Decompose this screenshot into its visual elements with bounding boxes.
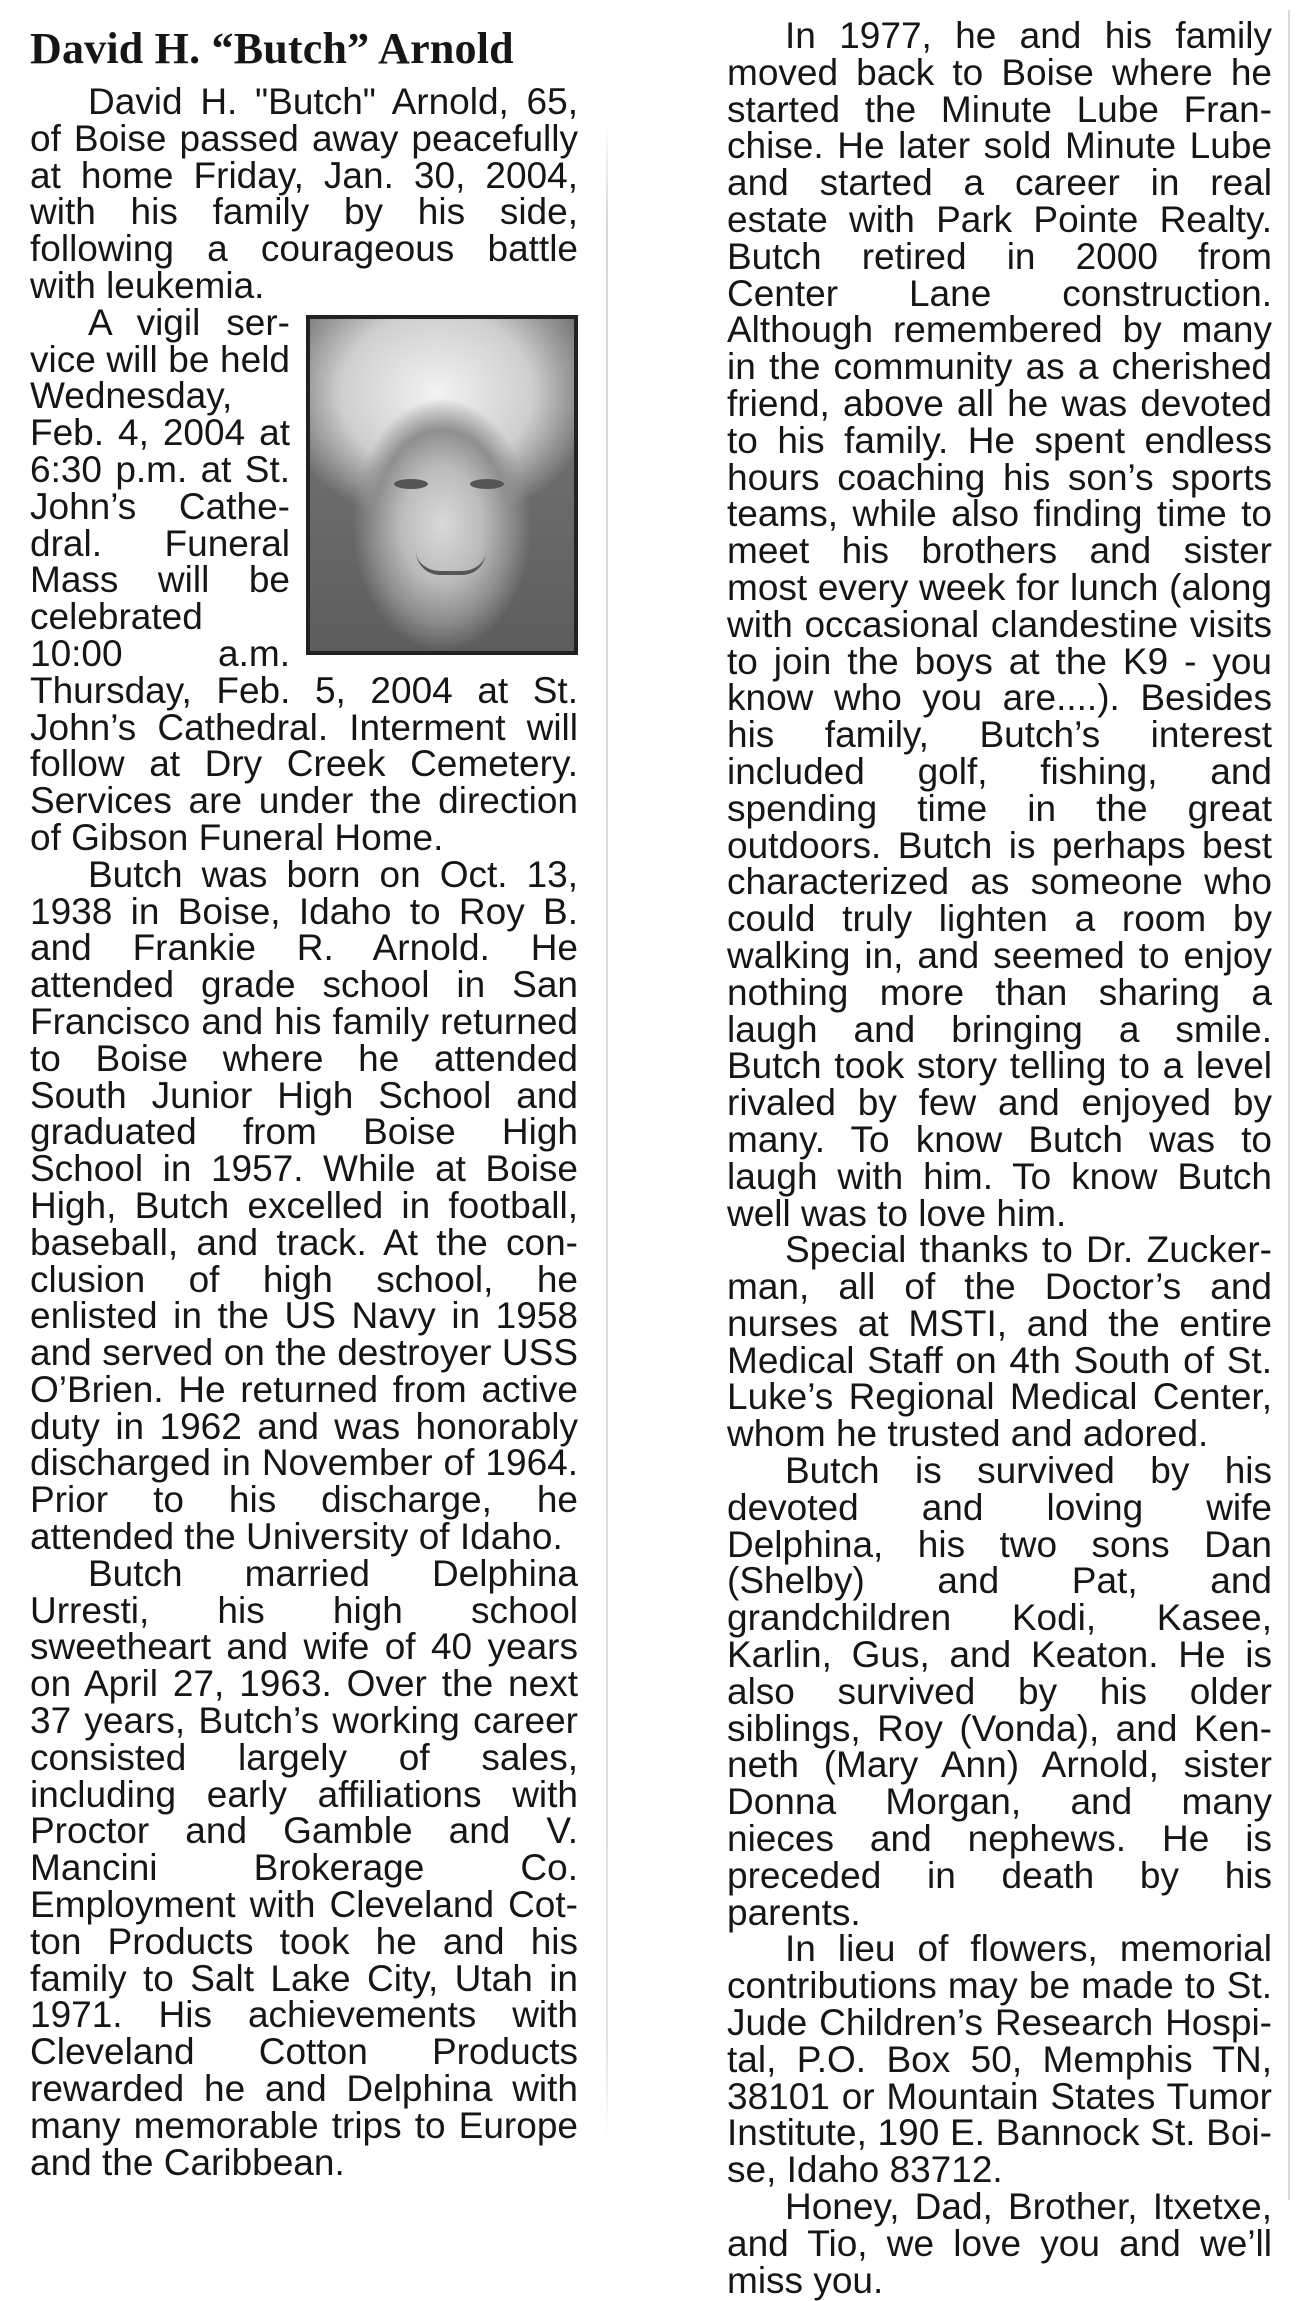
paragraph-marriage-career: Butch married Delphina Urresti, his high school sweetheart and wife of 40 years on April 27, 1963. Over the next 37 years, Butch’s working career consisted largely of sales, including early affiliations with Proctor and Gamble and V. Mancini Brokerage Co. Employment with Cleveland Cotton Products took he and his family to Salt Lake City, Utah in 1971. His achievements with Cleveland Cotton Products rewarded he and Delphina with many memorable trips to Europe and the Caribbean. bbox=[30, 1552, 578, 2183]
photo-eye-left bbox=[394, 479, 428, 489]
column-rule-right bbox=[1288, 10, 1290, 2200]
portrait-photo bbox=[306, 315, 578, 655]
paragraph-closing: Honey, Dad, Brother, Itxetxe, and Tio, we love you and we’ll miss you. bbox=[727, 2186, 1272, 2301]
paragraph-thanks: Special thanks to Dr. Zuckerman, all of the Doctor’s and nurses at MSTI, and the entire Medical Staff on 4th South of St. Luke’s Regional Medical Center, whom he trusted and adored. bbox=[727, 1229, 1272, 1455]
paragraph-services: A vigil service will be held Wednesday, Feb. 4, 2004 at 6:30 p.m. at St. John’s Cathedral. Funeral Mass will be celebrated 10:00 a.m. Thursday, Feb. 5, 2004 at St. John’s Cathedral. Interment will follow at Dry Creek Cemetery. Services are under the direction of Gibson Funeral Home. bbox=[30, 301, 578, 858]
obituary-headline: David H. “Butch” Arnold bbox=[30, 24, 514, 73]
column-rule-left bbox=[606, 120, 608, 2140]
left-column bbox=[30, 18, 578, 2181]
paragraph-survivors: Butch is survived by his devoted and loving wife Delphina, his two sons Dan (Shelby) and Pat, and grandchildren Kodi, Kasee, Karlin, Gus, and Keaton. He is also survived by his older siblings, Roy (Vonda), and Kenneth (Mary Ann) Arnold, sister Donna Morgan, and many nieces and nephews. He is preceded in death by his parents. bbox=[727, 1450, 1272, 1933]
photo-mouth bbox=[416, 551, 486, 575]
paragraph-memorials: In lieu of flowers, memorial contributions may be made to St. Jude Children’s Research Hospital, P.O. Box 50, Memphis TN, 38101 or Mountain States Tumor Institute, 190 E. Bannock St. Boise, Idaho 83712. bbox=[727, 1928, 1272, 2191]
paragraph-intro: David H. "Butch" Arnold, 65, of Boise passed away peacefully at home Friday, Jan. 30, 2004, with his family by his side, following a courageous battle with leukemia. bbox=[30, 81, 578, 306]
paragraph-early-life: Butch was born on Oct. 13, 1938 in Boise, Idaho to Roy B. and Frankie R. Arnold. He attended grade school in San Francisco and his family returned to Boise where he attended South Junior High School and graduated from Boise High School in 1957. While at Boise High, Butch excelled in football, baseball, and track. At the conclusion of high school, he enlisted in the US Navy in 1958 and served on the destroyer USS O’Brien. He returned from active duty in 1962 and was honorably discharged in November of 1964. Prior to his discharge, he attended the University of Idaho. bbox=[30, 853, 578, 1558]
photo-eye-right bbox=[470, 479, 504, 489]
right-column bbox=[727, 15, 1272, 2301]
paragraph-return-boise: In 1977, he and his family moved back to Boise where he started the Minute Lube Franchise. He later sold Minute Lube and started a career in real estate with Park Pointe Realty. Butch retired in 2000 from Center Lane construction. Although remembered by many in the community as a cherished friend, above all he was devoted to his family. He spent endless hours coaching his son’s sports teams, while also finding time to meet his brothers and sister most every week for lunch (along with occasional clandestine visits to join the boys at the K9 - you know who you are....). Besides his family, Butch’s interest included golf, fishing, and spending time in the great outdoors. Butch is perhaps best characterized as someone who could truly lighten a room by walking in, and seemed to enjoy nothing more than sharing a laugh and bringing a smile. Butch took story telling to a level rivaled by few and enjoyed by many. To know Butch was to laugh with him. To know Butch well was to love him. bbox=[727, 15, 1272, 1234]
